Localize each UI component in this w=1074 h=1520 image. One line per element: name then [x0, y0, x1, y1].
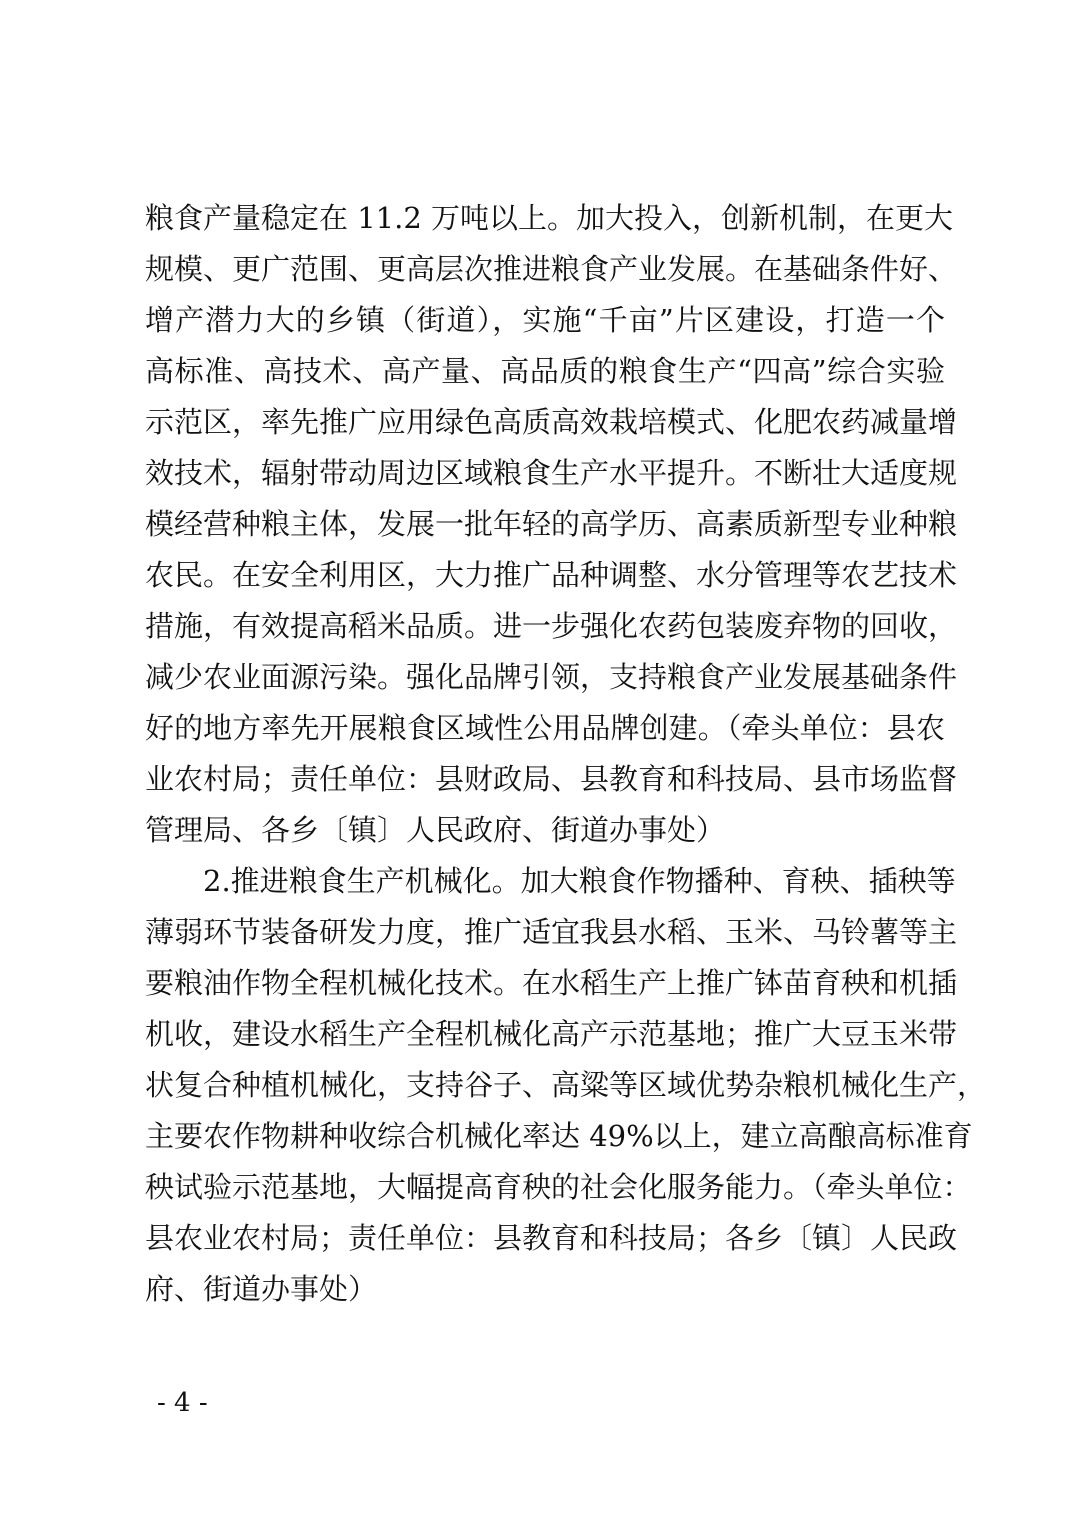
- text-line: 农民。在安全利用区，大力推广品种调整、水分管理等农艺技术: [145, 558, 958, 592]
- text-line: 效技术，辐射带动周边区域粮食生产水平提升。不断壮大适度规: [145, 456, 958, 490]
- text-line: 规模、更广范围、更高层次推进粮食产业发展。在基础条件好、: [145, 252, 958, 286]
- text-line: 要粮油作物全程机械化技术。在水稻生产上推广钵苗育秧和机插: [145, 966, 958, 1000]
- text-line: 示范区，率先推广应用绿色高质高效栽培模式、化肥农药减量增: [145, 405, 958, 439]
- text-line: 减少农业面源污染。强化品牌引领，支持粮食产业发展基础条件: [145, 660, 958, 694]
- text-line: 2.推进粮食生产机械化。加大粮食作物播种、育秧、插秧等: [203, 864, 956, 898]
- text-line: 管理局、各乡〔镇〕人民政府、街道办事处）: [145, 813, 726, 847]
- text-line: 状复合种植机械化，支持谷子、高粱等区域优势杂粮机械化生产，: [145, 1068, 987, 1102]
- text-line: 机收，建设水稻生产全程机械化高产示范基地；推广大豆玉米带: [145, 1017, 958, 1051]
- text-line: 业农村局；责任单位：县财政局、县教育和科技局、县市场监督: [145, 762, 958, 796]
- text-line: 秧试验示范基地，大幅提高育秧的社会化服务能力。（牵头单位：: [145, 1170, 972, 1204]
- text-line: 主要农作物耕种收综合机械化率达 49%以上，建立高酿高标准育: [145, 1119, 973, 1153]
- body-text: [145, 193, 987, 1315]
- text-line: 增产潜力大的乡镇（街道），实施“千亩”片区建设，打造一个: [145, 303, 945, 337]
- page-number: - 4 -: [157, 1388, 208, 1418]
- text-line: 模经营种粮主体，发展一批年轻的高学历、高素质新型专业种粮: [145, 507, 958, 541]
- text-line: 薄弱环节装备研发力度，推广适宜我县水稻、玉米、马铃薯等主: [145, 915, 958, 949]
- text-line: 粮食产量稳定在 11.2 万吨以上。加大投入，创新机制，在更大: [145, 201, 954, 235]
- text-line: 县农业农村局；责任单位：县教育和科技局；各乡〔镇〕人民政: [145, 1221, 958, 1255]
- text-line: 府、街道办事处）: [145, 1272, 378, 1306]
- text-line: 高标准、高技术、高产量、高品质的粮食生产“四高”综合实验: [145, 354, 945, 388]
- text-line: 好的地方率先开展粮食区域性公用品牌创建。（牵头单位：县农: [145, 711, 945, 745]
- text-line: 措施，有效提高稻米品质。进一步强化农药包装废弃物的回收，: [145, 609, 958, 643]
